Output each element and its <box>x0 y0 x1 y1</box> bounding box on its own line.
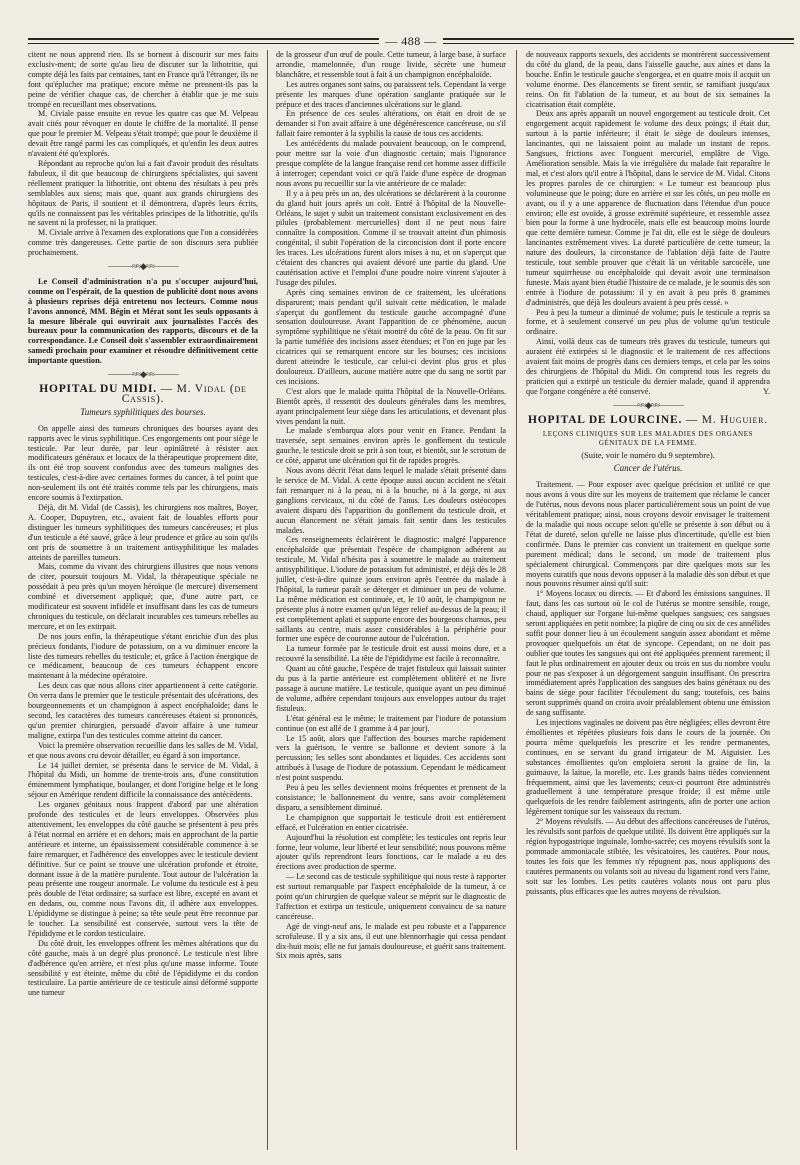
paragraph: de nouveaux rapports sexuels, des accidents se montrèrent successivement du côté du gland, de la peau, dans l'aisselle gauche, aux aines et dans la bouche. Enfin le testicule gauche s'engorgea, et en quatre mois il acquit un volume énorme. Des élancements se firent sentir, se ramifiant jusqu'aux reins. On fit l'ablation de la tumeur, et au bout de six semaines la cicatrisation était complète. <box>526 50 770 109</box>
article-subtitle: Cancer de l'utérus. <box>613 463 683 474</box>
article-title <box>28 385 258 405</box>
paragraph: Les injections vaginales ne doivent pas être négligées; elles devront être émollientes et répétées plusieurs fois dans le cours de la journée. On pourra même quelquefois les prescrire et les rendre permanentes, continues, en se servant du grand irrigateur de M. Aiguisier. Les substances émollientes qu'on emploiera seront la graine de lin, la guimauve, la laitue, la morelle, etc. Les grands bains tièdes conviennent fréquemment, ainsi que les lavements; ceux-ci pourront être administrés graduellement à une température presque froide; il est même utile quelquefois de les rendre faiblement astringents, afin de porter une action légèrement tonique sur les vaisseaux du rectum. <box>526 718 770 817</box>
paragraph-text: Ainsi, voilà deux cas de tumeurs très graves du testicule, tumeurs qui auraient été extirpées si le diagnostic et le traitement de ces affections avaient fait moins de progrès dans ces derniers temps, et cela par les soins des chirurgiens de l'hôpital du Midi. On comprend tous les regrets du praticien qui a extirpé un testicule du dernier malade, quand il apprendra que l'organe congénère a été conservé. <box>526 337 770 396</box>
paragraph: Déjà, dit M. Vidal (de Cassis), les chirurgiens nos maîtres, Boyer, A. Cooper, Dupuytren, etc., avaient fait de louables efforts pour distinguer les tumeurs syphilitiques des tumeurs cancéreuses; et plus d'un testicule a été sauvé, grâce à leur prudence et grâce au soin qu'ils ont pris de soumettre à un traitement antisyphilitique les malades atteints de pareilles tumeurs. <box>28 502 258 562</box>
paragraph: Peu à peu les selles deviennent moins fréquentes et prennent de la consistance; le ballonnement du ventre, sans avoir complètement disparu, a sensiblement diminué. <box>276 783 506 812</box>
council-notice: Le Conseil d'administration n'a pu s'occuper aujourd'hui, comme on l'espérait, de la question de publicité dont nous avons à plusieurs reprises déjà entretenu nos lecteurs. Comme nous l'avons annoncé, MM. Bégin et Mérat sont les seuls opposants à la mesure libérale qui ouvrirait aux journalistes l'accès des bureaux pour la communication des rapports, discours et de la correspondance. Le Conseil doit s'assembler extraordinairement samedi prochain pour examiner et résoudre définitivement cette importante question. <box>28 276 258 366</box>
column-1 <box>28 50 258 1155</box>
section-separator: ———≈≈◆≈≈——— <box>613 399 683 410</box>
paragraph: Les organes génitaux nous frappent d'abord par une altération profonde des testicules et de leurs enveloppes. Observées plus attentivement, les enveloppes du côté gauche se présentent à peu près à l'état normal en arrière et en dehors; mais en approchant de la partie antérieure et interne, un épaississement considérable commence à se faire remarquer, et l'adhérence des enveloppes avec le testicule devient définitive. Sur ce point se trouve une ulcération profonde et étroite, donnant issue à de la matière purulente. Tout autour de l'ulcération la peau présente une rougeur anormale. Le volume du testicule est à peu près double de l'état ordinaire; sa surface est libre, excepté en avant et en dedans, ou, comme nous l'avons dit, il adhère aux enveloppes. L'épididyme se distingue à peine; sa tête seule peut être reconnue par le toucher. La sensibilité est conservée, surtout vers la tête de l'épididyme et le cordon testiculaire. <box>28 800 258 938</box>
paragraph: Ces renseignements éclairèrent le diagnostic: malgré l'apparence encéphaloïde que présentait l'espèce de champignon adhérent au testicule, M. Vidal n'hésita pas à soumettre le malade au traitement antisyphilitique. L'iodure de potassium fut administré, et déjà dès le 28 juillet, c'est-à-dire quinze jours environ après l'entrée du malade à l'hôpital, la tumeur paraît se déterger et diminuer un peu de volume. La même médication est continuée, et, le 10 août, le champignon ne présente plus à notre examen qu'un léger relief au-dessus de la peau; il est complètement aplati et supporte encore des bourgeons charnus, peu saillants au centre, mais assez considérables à la périphérie pour former une espèce de couronne autour de l'ulcération. <box>276 535 506 644</box>
paragraph: Mais, comme du vivant des chirurgiens illustres que nous venons de citer, poursuit toujours M. Vidal, la thérapeutique spéciale ne possédait à peu près qu'un moyen héroïque (le mercure) diversement combiné et diversement appliqué; que, d'une autre part, ce modificateur est souvent infidèle et insuffisant dans les cas de tumeurs chroniques du testicule, on déclarait incurables ces tumeurs rebelles au mercure, et on les extirpait. <box>28 562 258 631</box>
paragraph: L'état général est le même; le traitement par l'iodure de potassium continue (on est allé de 1 gramme à 4 par jour). <box>276 713 506 733</box>
column-divider <box>516 50 517 1150</box>
paragraph: M. Civiale passe ensuite en revue les quatre cas que M. Velpeau avait cités pour révoquer en doute le chiffre de la mortalité. Il pense que pour le premier M. Velpeau s'était trompé; que pour le deuxième il devait être rangé parmi les cas compliqués, et qu'enfin les deux autres n'avaient été qu'explorés. <box>28 109 258 159</box>
paragraph: Les antécédents du malade pouvaient beaucoup, on le comprend, pour mettre sur la voie d'un diagnostic certain; mais l'ignorance presque complète de la langue française rend cet homme assez difficile à interroger; cependant voici ce qu'à l'aide d'une espèce de drogman nous avons pu recueillir sur la vie antérieure de ce malade: <box>276 139 506 188</box>
paragraph: Le malade s'embarqua alors pour venir en France. Pendant la traversée, sept semaines environ après le gonflement du testicule gauche, le testicule droit se prit à son tour, et bientôt, sur le scrotum de ce côté, apparut une ulcération qui fit de rapides progrès. <box>276 426 506 466</box>
lecture-heading: LEÇONS CLINIQUES SUR LES MALADIES DES ORGANES GÉNITAUX DE LA FEMME. <box>542 429 754 447</box>
article-title <box>526 413 770 426</box>
column-2 <box>276 50 506 1155</box>
article-subtitle: Tumeurs syphilitiques des bourses. <box>80 406 206 417</box>
paragraph: Voici la première observation recueillie dans les salles de M. Vidal, et que nous avons cru devoir détailler, eu égard à son importance. <box>28 740 258 760</box>
article-title-author: — M. Vidal (de Cassis). <box>121 383 247 405</box>
paragraph: En présence de ces seules altérations, on était en droit de se demander si l'on avait affaire à une dégénérescence cancéreuse, ou s'il fallait faire remonter à la syphilis la cause de tous ces accidents. <box>276 109 506 139</box>
paragraph <box>526 337 770 396</box>
paragraph: Traitement. — Pour exposer avec quelque précision et utilité ce que nous avons à vous dire sur les moyens de traitement que réclame le cancer de l'utérus, nous devons nous placer particulièrement sous un point de vue véritablement pratique; ainsi, nous croyons devoir envisager le traitement de la maladie qui nous occupe selon qu'elle se présente à son début ou à l'état de dureté, selon qu'elle ne laisse plus d'incertitude, qu'elle est bien confirmée. Dans le premier cas convient un traitement en quelque sorte purement médical; dans le second, un mode de traitement plus spécialement chirurgical. Commençons par dire quelques mots sur les moyens curatifs que nous devons opposer à la maladie dès son début et que nous pouvons résumer ainsi qu'il suit: <box>526 480 770 589</box>
paragraph: Nous avons décrit l'état dans lequel le malade s'était présenté dans le service de M. Vidal. A cette époque aussi aucun accident ne s'était fait remarquer ni à la peau, ni à la bouche, ni à la gorge, ni aux ganglions cervicaux, ni du côté de l'anus. Les douleurs ostéocopes avaient disparu dès l'apparition du gonflement du testicule droit, et aucun élancement ne s'était jamais fait sentir dans les testicules malades. <box>276 466 506 535</box>
paragraph: Deux ans après apparaît un nouvel engorgement au testicule droit. Cet engorgement acquit rapidement le volume des deux poings; il était dur, surtout à la partie inférieure; il était le siège de douleurs intenses, lancinantes, qui ne laissaient point au malade un instant de repos. Sangsues, frictions avec l'onguent mercuriel, emplâtre de Vigo. Amélioration sensible. Mais la vie irrégulière du malade fait reparaître le mal, et c'est alors qu'il entre à l'hôpital, dans le service de M. Vidal. Citons les propres paroles de ce chirurgien: « Le tumeur est beaucoup plus volumineuse que le poing; dure en arrière et sur les côtés, un peu molle en avant, ou il y a une apparence de fluctuation dans l'étendue d'un pouce environ; elle est ovoïde, à grosse extrémité supérieure, et ressemble assez bien pour la forme à une hydrocèle, mais elle est beaucoup moins lourde que cette dernière tumeur. Comme je l'ai dit, elle est le siège de douleurs lancinantes extrêmement vives. La dureté particulière de cette tumeur, la nature des douleurs, la circonstance de l'ablation déjà faite de l'autre testicule, tout semble prouver que c'était là un véritable sarcocèle, une tumeur squirrheuse ou encéphaloïde qui devait avoir une terminaison funeste. Mais ayant bien étudié l'histoire de ce malade, je le soumis dès son entrée à l'iodure de potassium: il y en avait à peu près 8 grammes d'administrés, que déjà les douleurs avaient à peu près cessé. » <box>526 109 770 307</box>
signature: Y. <box>763 386 770 396</box>
paragraph: On appelle ainsi des tumeurs chroniques des bourses ayant des rapports avec le virus syphilitique. Ces engorgements ont pour siège le testicule. Par leur durée, par leur opiniâtreté à résister aux modificateurs généraux et locaux de la thérapeutique proprement dite, ils ont été trop souvent confondus avec des tumeurs malignes des testicules, c'est-à-dire avec certaines formes du cancer, à tel point que non-seulement ils ont été traités comme tels par les chirurgiens, mais encore soumis à l'extirpation. <box>28 423 258 503</box>
paragraph: Le 14 juillet dernier, se présenta dans le service de M. Vidal, à l'hôpital du Midi, un homme de trente-trois ans, d'une constitution éminemment lymphatique, boulanger, et dont l'origine belge et le long séjour en Amérique rendent difficile la connaissance des antécédents. <box>28 760 258 800</box>
paragraph: M. Civiale arrive à l'examen des explorations que l'on a considérées comme très dangereuses. Cette partie de son discours sera publiée prochainement. <box>28 228 258 258</box>
paragraph: Aujourd'hui la résolution est complète; les testicules ont repris leur forme, leur volume, leur liberté et leur sensibilité; nous pouvons même ajouter qu'ils reprendront leurs fonctions, car le malade a eu des érections avec production de sperme. <box>276 832 506 872</box>
section-separator: ———≈≈◆≈≈——— <box>108 261 178 272</box>
paragraph: 2° Moyens révulsifs. — Au début des affections cancéreuses de l'utérus, les révulsifs sont parfois de quelque utilité. Ils doivent être appliqués sur la région hypogastrique inguinale, lombo-sacrée; ces moyens révulsifs sont la pommade ammoniacale stibiée, les vésicatoires, les cautères. Pour nous, toutes les fois que les femmes n'y répugnent pas, nous appliquons des cautères permanents ou volants soit au niveau du ligament rond vers l'aine, soit sur les lombes. Les petits cautères volants nous ont paru plus puissants, plus efficaces que les autres moyens de révulsion. <box>526 817 770 896</box>
article-title-main: HOPITAL DU MIDI. <box>39 383 157 395</box>
page-number: — 488 — <box>379 34 443 48</box>
paragraph: Agé de vingt-neuf ans, le malade est peu robuste et a l'apparence scrofuleuse. Il y a six ans, il eut une blennorrhagie qui cessa pendant dix-huit mois; elle ne fut jamais douloureuse, et guérit sans traitement. Six mois après, sans <box>276 921 506 961</box>
paragraph: Du côté droit, les enveloppes offrent les mêmes altérations que du côté gauche, mais à un degré plus prononcé. Le testicule n'est libre d'adhérence qu'en arrière, et n'est plus qu'une masse informe. Toute sensibilité y est éteinte, même du côté de l'épididyme et du cordon testiculaire. La partie antérieure de ce testicule ainsi déformé supporte une tumeur <box>28 938 258 998</box>
paragraph: C'est alors que le malade quitta l'hôpital de la Nouvelle-Orléans. Bientôt après, il ressentit des douleurs générales dans les membres, ayant principalement leur siège dans les articulations, et devenant plus vives pendant la nuit. <box>276 386 506 426</box>
paragraph: La tumeur formée par le testicule droit est aussi moins dure, et a recouvré la sensibilité. La tête de l'épididyme est facile à reconnaître. <box>276 644 506 664</box>
continuation-note: (Suite, voir le numéro du 9 septembre). <box>581 449 715 460</box>
paragraph: Quant au côté gauche, l'espèce de trajet fistuleux qui laissait suinter du pus à la partie antérieure est complètement oblitéré et ne livre passage à aucune matière. Le testicule, quoique ayant un peu diminué de volume, adhère cependant toujours aux enveloppes autour du trajet fistuleux. <box>276 664 506 713</box>
paragraph: Il y a à peu près un an, des ulcérations se déclarèrent à la couronne du gland huit jours après un coït. Entré à l'hôpital de la Nouvelle-Orléans, le sujet y subit un traitement consistant exclusivement en des pilules (probablement mercurielles) dont il ne peut nous faire connaître la composition. Comme il se trouvait atteint d'un phimosis congénital, il subit l'opération de la circoncision dont il porte encore les traces. Les ulcérations furent alors mises à nu, et on s'aperçut que c'étaient des chancres qui avaient dévoré une partie du gland. Une cautérisation active et l'emploi d'une poudre noire vinrent s'ajouter à l'usage des pilules. <box>276 188 506 287</box>
article-title-main: HOPITAL DE LOURCINE. <box>528 413 683 426</box>
column-divider <box>267 50 268 1150</box>
paragraph: De nos jours enfin, la thérapeutique s'étant enrichie d'un des plus précieux fondants, l'iodure de potassium, on a vu diminuer encore la liste des tumeurs rebelles du testicule; et, grâce à l'action énergique de ce médicament, beaucoup de ces tumeurs échappent encore maintenant à la médecine opératoire. <box>28 631 258 681</box>
article-title-author: — M. Huguier. <box>685 413 768 426</box>
paragraph: Le 15 août, alors que l'affection des bourses marche rapidement vers la guérison, le ventre se ballonne et devient sonore à la percussion; les selles sont abondantes et liquides. Ces accidents sont attribués à l'usage de l'iodure de potassium. Cependant le médicament n'est point suspendu. <box>276 733 506 783</box>
paragraph: Le champignon que supportait le testicule droit est entièrement effacé, et l'ulcération en entier cicatrisée. <box>276 812 506 832</box>
paragraph: de la grosseur d'un œuf de poule. Cette tumeur, à large base, à surface arrondie, mamelonnée, d'un rouge livide, sécrète une humeur blanchâtre, et ressemble tout à fait à un champignon encéphaloïde. <box>276 50 506 79</box>
column-3 <box>526 50 770 1155</box>
paragraph: — Le second cas de testicule syphilitique qui nous reste à rapporter est surtout remarquable par l'aspect encéphaloïde de la tumeur, à ce point qu'un chirurgien de quelque valeur se méprit sur le diagnostic de l'affection et extirpa un testicule, uniquement convaincu de sa nature cancéreuse. <box>276 872 506 921</box>
paragraph: Les deux cas que nous allons citer appartiennent à cette catégorie. On verra dans le premier que le testicule présentait des ulcérations, des bourgeonnements et un champignon à aspect encéphaloïde; dans le second, les caractères des tumeurs cancéreuses étaient si prononcés, qu'un premier chirurgien, persuadé d'avoir affaire à une tumeur maligne, extirpa l'un des testicules comme atteint du cancer. <box>28 681 258 740</box>
section-separator: ———≈≈◆≈≈——— <box>108 369 178 380</box>
paragraph: Peu à peu la tumeur a diminué de volume; puis le testicule a repris sa forme, et à seulement conservé un peu plus de volume qu'un testicule ordinaire. <box>526 307 770 337</box>
paragraph: citent ne nous apprend rien. Ils se bornent à discourir sur mes faits exclusiv-ment; de sorte qu'au lieu de discuter sur la lithotritie, qui compte déjà les faits par centaines, tant en France qu'à l'étranger, ils ne font qu'éplucher ma pratique; encore même ne prennent-ils pas la peine de vérifier chaque cas, de chercher à établir que je me suis trompé en recueillant mes observations. <box>28 50 258 109</box>
paragraph: Après cinq semaines environ de ce traitement, les ulcérations disparurent; mais pendant qu'il suivait cette médication, le malade s'aperçut du gonflement du testicule gauche accompagné d'une sensation douloureuse. Avant l'apparition de ce phénomène, aucun symptôme syphilitique ne s'était montré du côté de la peau. On fit sur la partie tuméfiée des incisions assez étendues; et l'on en juge par les cicatrices qui se remarquent encore sur les bourses; ces incisions durent atteindre le testicule, car celui-ci devint plus gros et plus douloureux. D'ailleurs, aucune matière autre que du sang ne sortit par ces incisions. <box>276 287 506 386</box>
paragraph: Les autres organes sont sains, ou paraissent tels. Cependant la verge présente les marques d'une opération sanglante pratiquée sur le prépuce et des traces d'anciennes ulcérations sur le gland. <box>276 79 506 109</box>
paragraph: Répondant au reproche qu'on lui a fait d'avoir produit des résultats fabuleux, il dit que beaucoup de chirurgiens spécialistes, qui savent réellement pratiquer la lithotritie, ont obtenu des résultats à peu près semblables aux siens; mais que, quant aux grands chirurgiens des hôpitaux de Paris, il soutient et il démontrera, d'après leurs écrits, qu'ils ne connaissent pas les véritables principes de la lithotritie, qu'ils ne savent ni la professer, ni la pratiquer. <box>28 158 258 228</box>
paragraph: 1° Moyens locaux ou directs. — Et d'abord les émissions sanguines. Il faut, dans les cas surtout où le col de l'utérus se montre sensible, rouge, chaud, appliquer sur l'organe lui-même quelques sangsues; ces sangsues seront appliquées en petit nombre; la piqûre de cinq ou six de ces annélides suffit pour donner lieu à un écoulement sanguin assez abondant et même provoquer quelquefois un état de syncope. Cependant, on ne doit pas oublier que toutes les sangsues qui ont été appliquées prennent rarement; il faut le plus ordinairement en ajouter deux ou trois en sus du nombre voulu pour ne pas s'exposer à un dégorgement sanguin insuffisant. On prescrira immédiatement après l'application des sangsues des bains généraux ou des bains de siège pour faciliter l'écoulement du sang; toutefois, ces bains seront supprimés quand on croira avoir préalablement obtenu une émission de sang suffisante. <box>526 589 770 718</box>
